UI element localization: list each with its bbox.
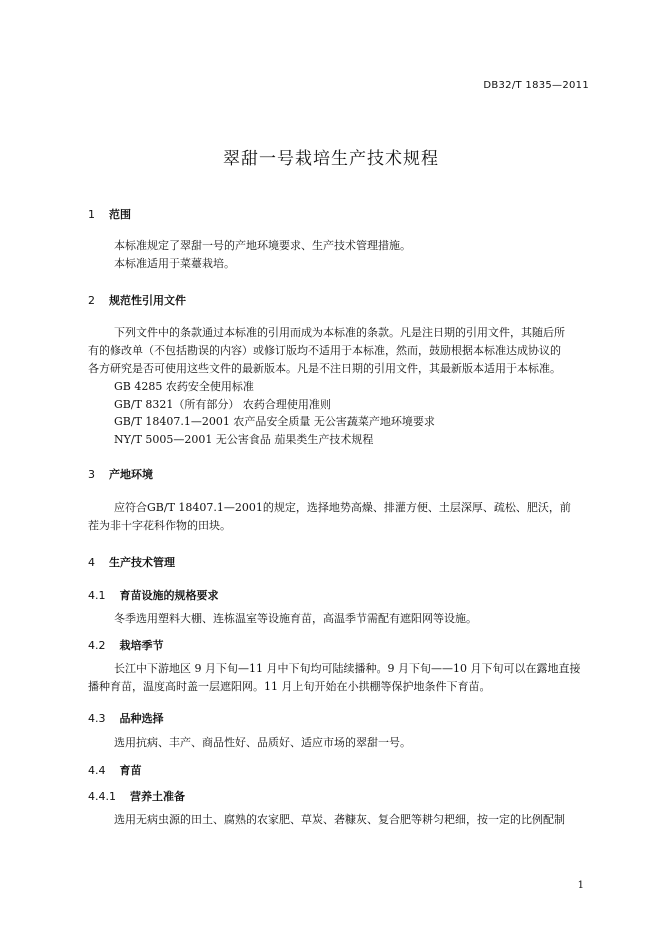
standard-code: DB32/T 1835—2011: [483, 80, 589, 91]
paragraph-line: 冬季选用塑料大棚、连栋温室等设施育苗，高温季节需配有遮阳网等设施。: [114, 612, 477, 625]
section-heading-4-3: [88, 710, 164, 726]
section-number: 4.3: [88, 712, 106, 725]
paragraph-line: 播种育苗，温度高时盖一层遮阳网。11 月上旬开始在小拱棚等保护地条件下育苗。: [88, 680, 491, 693]
section-title: 育苗设施的规格要求: [119, 589, 219, 602]
section-heading-4-4: [88, 762, 142, 778]
section-number: 4.4: [88, 764, 106, 777]
section-number: 3: [88, 468, 95, 481]
paragraph-line: 选用抗病、丰产、商品性好、品质好、适应市场的翠甜一号。: [114, 736, 411, 749]
paragraph-line: 茬为非十字花科作物的田块。: [88, 519, 231, 532]
section-title: 品种选择: [119, 712, 164, 725]
section-title: 育苗: [119, 764, 142, 777]
section-heading-4-1: [88, 587, 219, 603]
paragraph-line: 本标准适用于菜薹栽培。: [114, 257, 235, 270]
section-heading-3: [88, 466, 153, 482]
reference-item: GB/T 8321（所有部分） 农药合理使用准则: [114, 398, 331, 411]
paragraph-line: 应符合GB/T 18407.1—2001的规定，选择地势高燥、排灌方便、土层深厚、疏松、肥沃，前: [114, 501, 571, 514]
section-title: 规范性引用文件: [109, 294, 186, 307]
document-title: 翠甜一号栽培生产技术规程: [223, 149, 439, 169]
reference-item: NY/T 5005—2001 无公害食品 茄果类生产技术规程: [114, 433, 374, 446]
reference-item: GB 4285 农药安全使用标准: [114, 380, 254, 393]
paragraph-line: 本标准规定了翠甜一号的产地环境要求、生产技术管理措施。: [114, 239, 411, 252]
section-heading-4: [88, 554, 175, 570]
page-number: 1: [577, 880, 584, 891]
section-heading-2: [88, 292, 186, 308]
section-title: 栽培季节: [119, 639, 164, 652]
paragraph-line: 下列文件中的条款通过本标准的引用而成为本标准的条款。凡是注日期的引用文件，其随后所: [114, 326, 565, 339]
section-title: 产地环境: [109, 468, 153, 481]
section-number: 4.4.1: [88, 790, 116, 803]
reference-item: GB/T 18407.1—2001 农产品安全质量 无公害蔬菜产地环境要求: [114, 415, 435, 428]
section-heading-4-2: [88, 637, 164, 653]
section-title: 营养土准备: [130, 790, 185, 803]
section-number: 2: [88, 294, 95, 307]
section-title: 范围: [109, 208, 131, 221]
section-number: 4.2: [88, 639, 106, 652]
section-heading-1: [88, 206, 131, 222]
section-number: 4: [88, 556, 95, 569]
paragraph-line: 各方研究是否可使用这些文件的最新版本。凡是不注日期的引用文件，其最新版本适用于本标准。: [88, 362, 561, 375]
paragraph-line: 选用无病虫源的田土、腐熟的农家肥、草炭、砻糠灰、复合肥等耕匀耙细，按一定的比例配制: [114, 813, 565, 826]
section-title: 生产技术管理: [109, 556, 175, 569]
section-number: 1: [88, 208, 95, 221]
paragraph-line: 有的修改单（不包括勘误的内容）或修订版均不适用于本标准，然而，鼓励根据本标准达成协议的: [88, 344, 561, 357]
section-heading-4-4-1: [88, 788, 185, 804]
paragraph-line: 长江中下游地区 9 月下旬—11 月中下旬均可陆续播种。9 月下旬——10 月下旬可以在露地直接: [114, 662, 581, 675]
section-number: 4.1: [88, 589, 106, 602]
